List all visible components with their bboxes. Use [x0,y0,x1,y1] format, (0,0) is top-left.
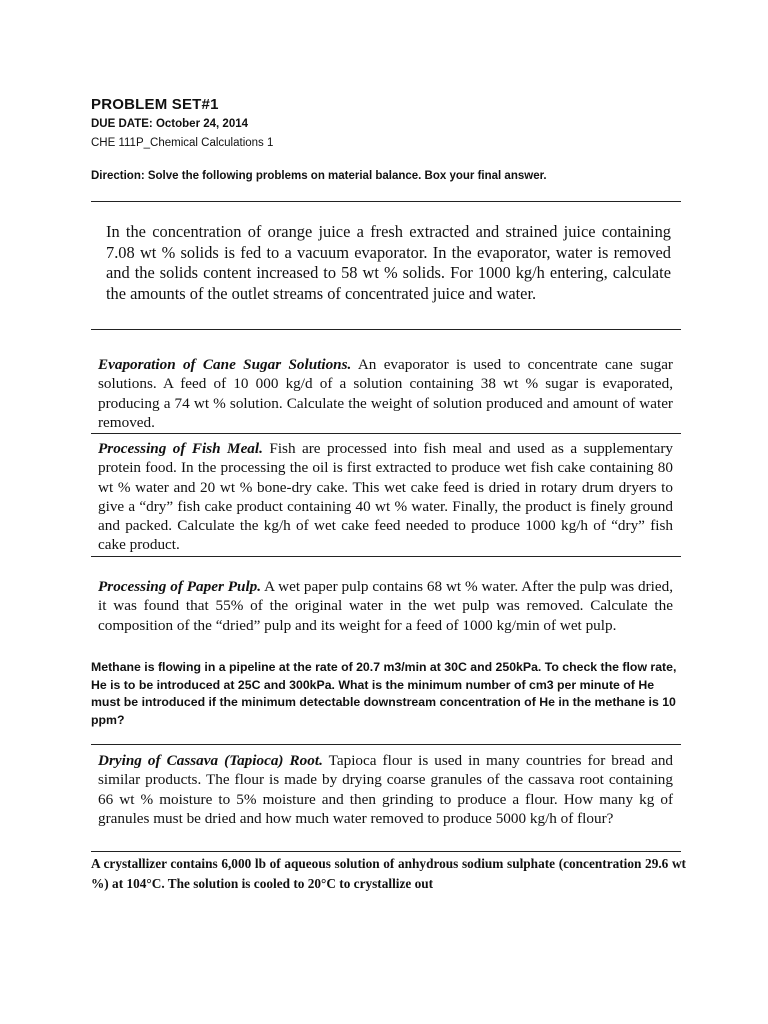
divider [91,201,681,202]
divider [91,851,681,852]
divider [91,329,681,330]
divider [91,744,681,745]
problem-7: A crystallizer contains 6,000 lb of aqueous solution of anhydrous sodium sulphate (concentration 29.6 wt %) at 104°C. The solution is cooled to 20°C to crystallize out [91,856,686,891]
problem-1 [106,222,671,305]
problem-4-text: A wet paper pulp contains 68 wt % water. After the pulp was dried, it was found that 55% of the original water in the wet pulp was removed. Calculate the composition of the “dried” pulp and its weight for a feed of 1000 kg/min of wet pulp. [98,578,673,634]
problem-6 [98,751,673,828]
problem-3-heading: Processing of Fish Meal. [98,440,263,457]
problem-5: Methane is flowing in a pipeline at the rate of 20.7 m3/min at 30C and 250kPa. To check the flow rate, He is to be introduced at 25C and 300kPa. What is the minimum number of cm3 per minute of He must be introduced if the minimum detectable downstream concentration of He in the methane is 10 ppm? [91,660,677,727]
directions: Direction: Solve the following problems on material balance. Box your final answer. [91,170,547,182]
problem-3-text: Fish are processed into fish meal and used as a supplementary protein food. In the processing the oil is first extracted to produce wet fish cake containing 80 wt % water and 20 wt % bone-dry cake. This wet cake feed is dried in rotary drum dryers to give a “dry” fish cake product containing 40 wt % water. Finally, the product is finely ground and packed. Calculate the kg/h of wet cake feed needed to produce 1000 kg/h of “dry” fish cake product. [98,440,673,554]
problem-4-heading: Processing of Paper Pulp. [98,578,262,595]
divider [91,556,681,557]
problem-6-text: Tapioca flour is used in many countries for bread and similar products. The flour is made by drying coarse granules of the cassava root containing 66 wt % moisture to 5% moisture and then grinding to produce a flour. How many kg of granules must be dried and how much water removed to produce 5000 kg/h of flour? [98,752,674,827]
course-code: CHE 111P_Chemical Calculations 1 [91,137,274,149]
problem-2-heading: Evaporation of Cane Sugar Solutions. [98,356,352,373]
due-date: DUE DATE: October 24, 2014 [91,118,249,130]
problem-6-heading: Drying of Cassava (Tapioca) Root. [98,752,323,769]
problem-2 [98,355,673,432]
problem-4 [98,577,673,635]
page-title: PROBLEM SET#1 [91,96,219,113]
problem-1-text: In the concentration of orange juice a fresh extracted and strained juice containing 7.08 wt % solids is fed to a vacuum evaporator. In the evaporator, water is removed and the solids content increased to 58 wt % solids. For 1000 kg/h entering, calculate the amounts of the outlet streams of concentrated juice and water. [106,222,671,304]
divider [91,433,681,434]
problem-3 [98,439,673,555]
problem-2-text: An evaporator is used to concentrate cane sugar solutions. A feed of 10 000 kg/d of a solution containing 38 wt % sugar is evaporated, producing a 74 wt % solution. Calculate the weight of solution produced and amount of water removed. [98,356,673,431]
